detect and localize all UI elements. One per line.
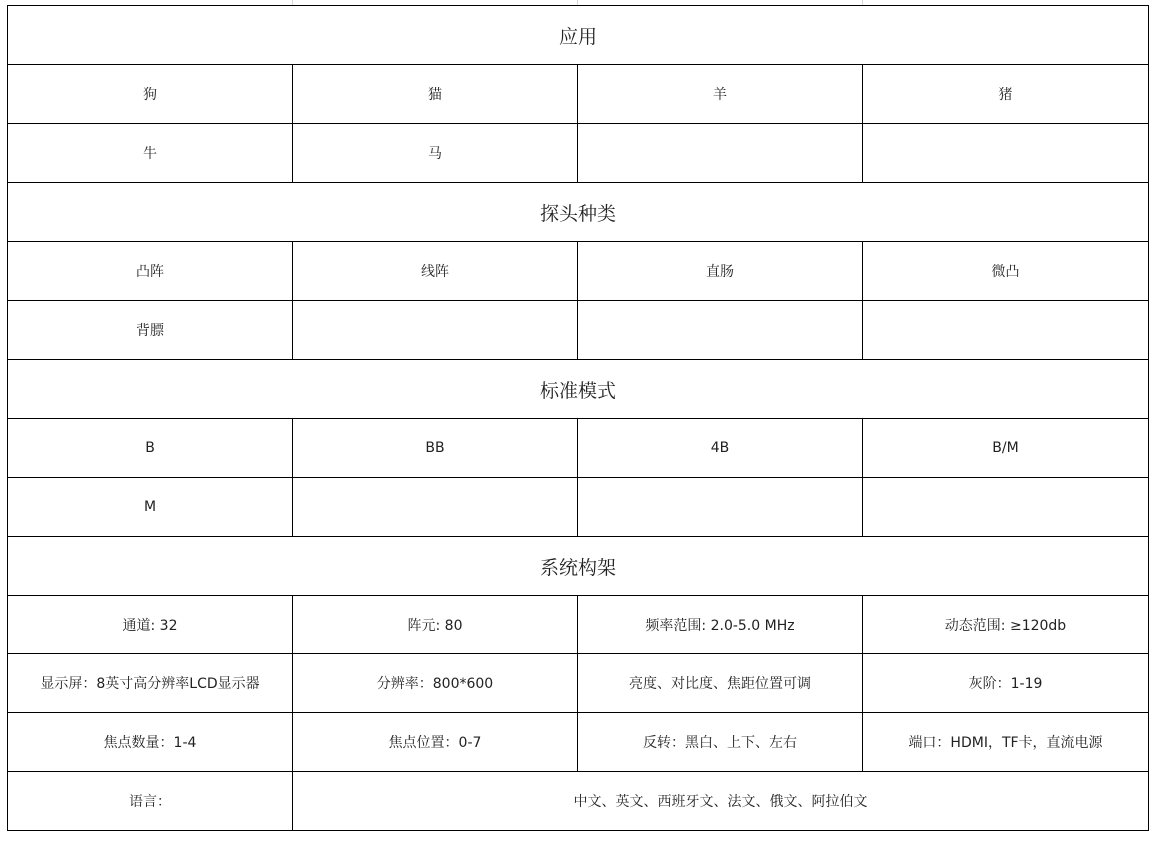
table-cell: 凸阵 [8, 242, 293, 301]
table-cell [578, 478, 863, 537]
table-cell: 焦点数量：1-4 [8, 713, 293, 772]
table-cell: 通道: 32 [8, 596, 293, 654]
table-cell: 灰阶：1-19 [863, 654, 1149, 713]
table-row [8, 596, 1149, 654]
section-header-row [8, 360, 1149, 419]
table-cell: 猫 [293, 65, 578, 124]
table-row [8, 419, 1149, 478]
table-cell: 分辨率：800*600 [293, 654, 578, 713]
spec-table [7, 5, 1149, 831]
table-cell: M [8, 478, 293, 537]
table-cell: 端口：HDMI，TF卡，直流电源 [863, 713, 1149, 772]
table-cell: 线阵 [293, 242, 578, 301]
table-cell: 频率范围: 2.0-5.0 MHz [578, 596, 863, 654]
table-cell: 阵元: 80 [293, 596, 578, 654]
table-cell: 牛 [8, 124, 293, 183]
language-value: 中文、英文、西班牙文、法文、俄文、阿拉伯文 [293, 772, 1149, 831]
table-cell: B [8, 419, 293, 478]
table-cell [293, 478, 578, 537]
section-header-row [8, 6, 1149, 65]
table-cell: 狗 [8, 65, 293, 124]
table-cell [293, 301, 578, 360]
table-cell: 4B [578, 419, 863, 478]
table-row [8, 301, 1149, 360]
table-cell: 亮度、对比度、焦距位置可调 [578, 654, 863, 713]
table-row [8, 654, 1149, 713]
section-title-system-architecture: 系统构架 [8, 537, 1149, 596]
language-row [8, 772, 1149, 831]
table-cell: 背膘 [8, 301, 293, 360]
table-row [8, 478, 1149, 537]
table-cell: 羊 [578, 65, 863, 124]
table-cell: BB [293, 419, 578, 478]
table-cell: B/M [863, 419, 1149, 478]
table-cell: 马 [293, 124, 578, 183]
section-title-probe-types: 探头种类 [8, 183, 1149, 242]
language-label: 语言： [8, 772, 293, 831]
table-cell [578, 124, 863, 183]
table-cell [863, 478, 1149, 537]
section-title-standard-modes: 标准模式 [8, 360, 1149, 419]
section-title-applications: 应用 [8, 6, 1149, 65]
table-row [8, 124, 1149, 183]
section-header-row [8, 183, 1149, 242]
table-row [8, 242, 1149, 301]
table-cell: 动态范围: ≥120db [863, 596, 1149, 654]
table-cell: 直肠 [578, 242, 863, 301]
table-row [8, 713, 1149, 772]
table-cell: 反转：黑白、上下、左右 [578, 713, 863, 772]
table-row [8, 65, 1149, 124]
table-cell: 微凸 [863, 242, 1149, 301]
section-header-row [8, 537, 1149, 596]
table-cell [863, 124, 1149, 183]
table-cell [863, 301, 1149, 360]
table-cell: 显示屏：8英寸高分辨率LCD显示器 [8, 654, 293, 713]
table-cell: 焦点位置：0-7 [293, 713, 578, 772]
table-cell [578, 301, 863, 360]
table-cell: 猪 [863, 65, 1149, 124]
